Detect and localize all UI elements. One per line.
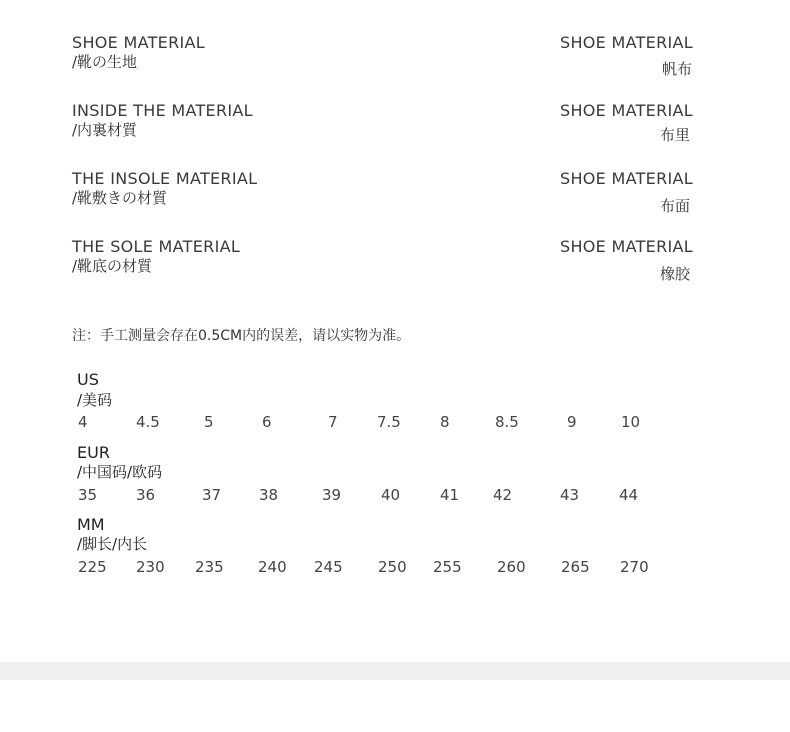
- size-cell: 41: [440, 486, 460, 504]
- size-cell: 36: [136, 486, 156, 504]
- size-cell: 240: [258, 558, 287, 576]
- size-row-subheader: /美码: [77, 391, 113, 409]
- material-label-en: SHOE MATERIAL: [72, 33, 205, 52]
- size-cell: 245: [314, 558, 343, 576]
- section-divider-band: [0, 662, 790, 680]
- size-cell: 39: [322, 486, 342, 504]
- material-label-cn: /内裏材質: [72, 121, 138, 139]
- size-cell: 265: [561, 558, 590, 576]
- size-cell: 8: [440, 413, 450, 431]
- size-cell: 260: [497, 558, 526, 576]
- size-row-subheader: /中国码/欧码: [77, 463, 163, 481]
- size-cell: 44: [619, 486, 639, 504]
- size-cell: 6: [262, 413, 272, 431]
- size-cell: 40: [381, 486, 401, 504]
- material-type-en: SHOE MATERIAL: [560, 33, 693, 52]
- material-value-cn: 橡胶: [660, 265, 691, 283]
- size-cell: 230: [136, 558, 165, 576]
- size-cell: 4.5: [136, 413, 160, 431]
- size-cell: 43: [560, 486, 580, 504]
- size-cell: 235: [195, 558, 224, 576]
- material-label-en: THE INSOLE MATERIAL: [72, 169, 258, 188]
- size-cell: 270: [620, 558, 649, 576]
- size-row-header: US: [77, 370, 99, 389]
- size-cell: 250: [378, 558, 407, 576]
- size-cell: 8.5: [495, 413, 519, 431]
- size-cell: 38: [259, 486, 279, 504]
- material-type-en: SHOE MATERIAL: [560, 101, 693, 120]
- material-value-cn: 布里: [660, 126, 691, 144]
- size-cell: 255: [433, 558, 462, 576]
- size-cell: 9: [567, 413, 577, 431]
- size-row-header: MM: [77, 515, 105, 534]
- size-cell: 7: [328, 413, 338, 431]
- material-type-en: SHOE MATERIAL: [560, 169, 693, 188]
- size-cell: 225: [78, 558, 107, 576]
- size-row-header: EUR: [77, 443, 110, 462]
- measurement-note: 注：手工测量会存在0.5CM内的误差，请以实物为准。: [72, 328, 411, 344]
- material-value-cn: 布面: [660, 197, 691, 215]
- size-cell: 42: [493, 486, 513, 504]
- material-type-en: SHOE MATERIAL: [560, 237, 693, 256]
- size-cell: 4: [78, 413, 88, 431]
- material-label-cn: /靴敷きの材質: [72, 189, 168, 207]
- size-cell: 7.5: [377, 413, 401, 431]
- material-label-cn: /靴の生地: [72, 53, 138, 71]
- material-label-cn: /靴底の材質: [72, 257, 153, 275]
- size-cell: 5: [204, 413, 214, 431]
- material-label-en: THE SOLE MATERIAL: [72, 237, 241, 256]
- size-row-subheader: /脚长/内长: [77, 535, 148, 553]
- size-cell: 37: [202, 486, 222, 504]
- size-cell: 10: [621, 413, 641, 431]
- material-value-cn: 帆布: [662, 60, 693, 78]
- material-label-en: INSIDE THE MATERIAL: [72, 101, 253, 120]
- size-cell: 35: [78, 486, 98, 504]
